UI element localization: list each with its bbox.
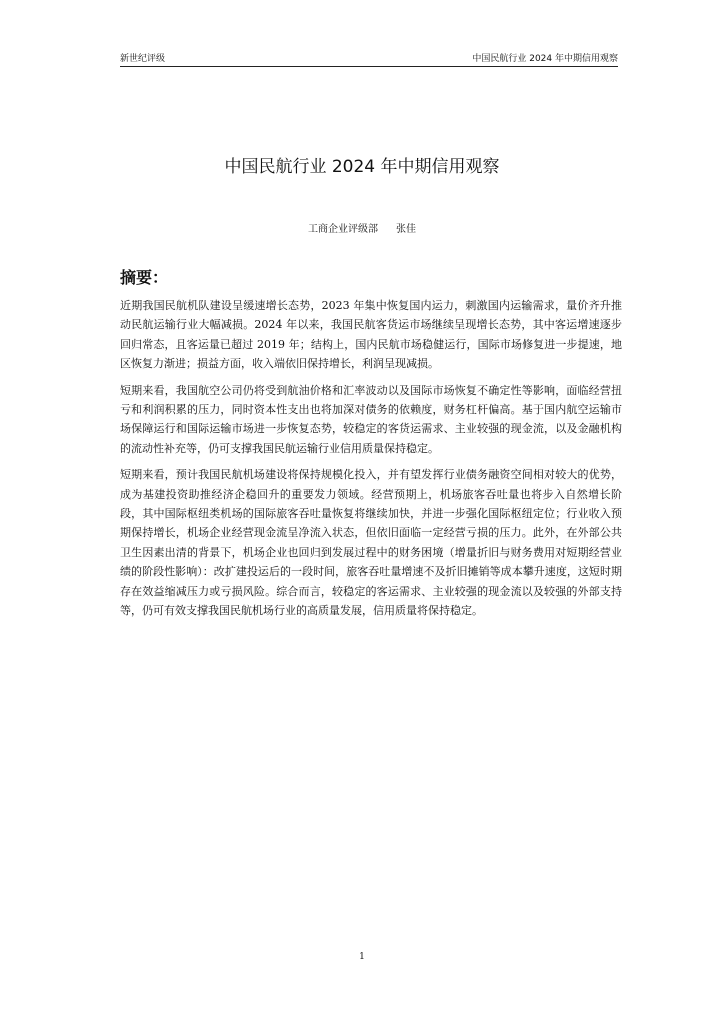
abstract-paragraph-1: 近期我国民航机队建设呈缓速增长态势，2023 年集中恢复国内运力，刺激国内运输需求，量价齐升推动民航运输行业大幅减损。2024 年以来，我国民航客货运市场继续呈现增长态势，其中客运增速逐步回归常态，且客运量已超过 2019 年；结构上，国内民航市场稳健运行，国际市场修复进一步提速，地区恢复力渐进；损益方面，收入端依旧保持增长，利润呈现减损。: [120, 299, 622, 371]
abstract-body: [120, 296, 622, 628]
page-number: 1: [359, 952, 365, 962]
abstract-paragraph-2: 短期来看，我国航空公司仍将受到航油价格和汇率波动以及国际市场恢复不确定性等影响，面临经营扭亏和利润积累的压力，同时资本性支出也将加深对债务的依赖度，财务杠杆偏高。基于国内航空运输市场保障运行和国际运输市场进一步恢复态势，较稳定的客货运需求、主业较强的现金流，以及金融机构的流动性补充等，仍可支撑我国民航运输行业信用质量保持稳定。: [120, 383, 622, 455]
author-name: 张佳: [396, 224, 416, 235]
author-department: 工商企业评级部: [308, 224, 378, 235]
abstract-heading: 摘要：: [120, 268, 169, 287]
page-header: [120, 50, 618, 67]
abstract-paragraph-3: 短期来看，预计我国民航机场建设将保持规模化投入，并有望发挥行业债务融资空间相对较大的优势，成为基建投资助推经济企稳回升的重要发力领域。经营预期上，机场旅客吞吐量也将步入自然增长阶段，其中国际枢纽类机场的国际旅客吞吐量恢复将继续加快，并进一步强化国际枢纽定位；行业收入预期保持增长，机场企业经营现金流呈净流入状态，但依旧面临一定经营亏损的压力。此外，在外部公共卫生因素出清的背景下，机场企业也回归到发展过程中的财务困境（增量折旧与财务费用对短期经营业绩的阶段性影响）：改扩建投运后的一段时间，旅客吞吐量增速不及折旧摊销等成本攀升速度，这短时期存在效益缩减压力或亏损风险。综合而言，较稳定的客运需求、主业较强的现金流以及较强的外部支持等，仍可有效支撑我国民航机场行业的高质量发展，信用质量将保持稳定。: [120, 468, 622, 618]
header-report-title: 中国民航行业 2024 年中期信用观察: [472, 54, 618, 64]
header-org-name: 新世纪评级: [120, 54, 166, 64]
author-line: [0, 220, 724, 235]
report-title: 中国民航行业 2024 年中期信用观察: [224, 157, 500, 177]
